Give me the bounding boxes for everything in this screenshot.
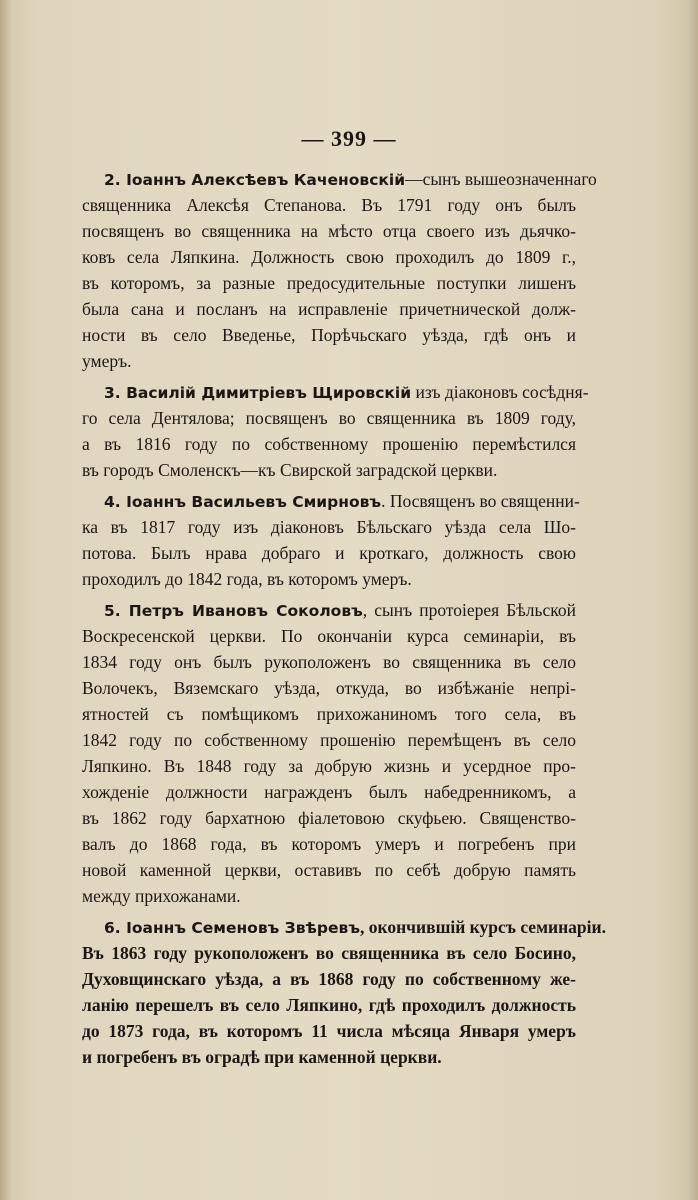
text-line — [82, 623, 576, 649]
line-text: , окончившій курсъ семинаріи. — [359, 917, 606, 937]
line-text: въ которомъ, за разные предосудительные поступки лишенъ — [82, 273, 576, 293]
entry-heading-name: 2. Іоаннъ Алексѣевъ Каченовскій — [104, 171, 406, 189]
text-line — [82, 649, 576, 675]
line-text: ковъ села Ляпкина. Должность свою проходилъ до 1809 г., — [82, 247, 576, 267]
text-line — [82, 540, 576, 566]
line-text: хожденіе должности награжденъ былъ набедренникомъ, а — [82, 782, 576, 802]
line-text: ятностей съ помѣщикомъ прихожаниномъ того села, въ — [82, 704, 576, 724]
line-text: 1842 году по собственному прошенію перемѣщенъ въ село — [82, 730, 576, 750]
page-number: — 399 — — [301, 126, 397, 151]
page-left-edge-shadow — [0, 0, 12, 1200]
paragraph-p5 — [82, 597, 576, 909]
text-line — [82, 244, 576, 270]
paragraph-p6 — [82, 914, 606, 1070]
entry-heading-name: 5. Петръ Ивановъ Соколовъ — [104, 602, 363, 620]
entry-heading-name: 3. Василій Димитріевъ Щировскій — [104, 384, 412, 402]
text-line — [82, 992, 576, 1018]
line-text: ности въ село Введенье, Порѣчьскаго уѣзда, гдѣ онъ и — [82, 325, 576, 345]
line-text: . Посвященъ во священни- — [381, 491, 580, 511]
text-line — [82, 431, 576, 457]
line-text: до 1873 года, въ которомъ 11 числа мѣсяца Января умеръ — [82, 1021, 576, 1041]
text-line — [82, 488, 580, 514]
line-text: Ляпкино. Въ 1848 году за добрую жизнь и усердное про- — [82, 756, 576, 776]
line-text: 1834 году онъ былъ рукоположенъ во священника въ село — [82, 652, 576, 672]
text-line — [82, 675, 576, 701]
line-text: ка въ 1817 году изъ діаконовъ Бѣльскаго уѣзда села Шо- — [82, 517, 576, 537]
text-line — [82, 701, 576, 727]
line-text: —сынъ вышеозначеннаго — [405, 169, 597, 189]
text-line — [82, 296, 576, 322]
line-text: Воскресенской церкви. По окончаніи курса семинаріи, въ — [82, 626, 576, 646]
text-line — [82, 914, 606, 940]
text-line — [82, 805, 576, 831]
paragraph-p2 — [82, 166, 597, 374]
entry-heading-name: 4. Іоаннъ Васильевъ Смирновъ — [104, 493, 382, 511]
line-text: а въ 1816 году по собственному прошенію перемѣстился — [82, 434, 576, 454]
text-line — [82, 966, 576, 992]
line-text: посвященъ во священника на мѣсто отца своего изъ дьячко- — [82, 221, 576, 241]
line-text: ланію перешелъ въ село Ляпкино, гдѣ проходилъ должность — [82, 995, 576, 1015]
text-line — [82, 166, 597, 192]
line-text: въ городъ Смоленскъ—къ Свирской заградской церкви. — [82, 460, 498, 480]
text-line — [82, 322, 576, 348]
paragraph-p3 — [82, 379, 589, 483]
line-text: въ 1862 году бархатною фіалетовою скуфьею. Священство- — [82, 808, 576, 828]
line-text: изъ діаконовъ сосѣдня- — [411, 382, 589, 402]
main-text — [82, 166, 606, 1075]
text-line — [82, 405, 576, 431]
line-text: Духовщинскаго уѣзда, а въ 1868 году по собственному же- — [82, 969, 576, 989]
text-line — [82, 379, 589, 405]
line-text: , сынъ протоіерея Бѣльской — [362, 600, 577, 620]
text-line — [82, 270, 576, 296]
text-line — [82, 597, 576, 623]
text-line — [82, 192, 576, 218]
line-text: новой каменной церкви, оставивъ по себѣ добрую память — [82, 860, 576, 880]
text-line — [82, 883, 576, 909]
text-line — [82, 727, 576, 753]
line-text: го села Дентялова; посвященъ во священника въ 1809 году, — [82, 408, 576, 428]
text-line — [82, 514, 576, 540]
line-text: была сана и посланъ на исправленіе причетнической долж- — [82, 299, 576, 319]
paragraph-p4 — [82, 488, 580, 592]
text-line — [82, 218, 576, 244]
line-text: проходилъ до 1842 года, въ которомъ умеръ. — [82, 569, 412, 589]
line-text: между прихожанами. — [82, 886, 241, 906]
text-line — [82, 753, 576, 779]
text-line — [82, 779, 576, 805]
entry-heading-name: 6. Іоаннъ Семеновъ Звѣревъ — [104, 919, 360, 937]
text-line — [82, 348, 576, 374]
text-line — [82, 940, 576, 966]
line-text: валъ до 1868 года, въ которомъ умеръ и погребенъ при — [82, 834, 576, 854]
text-line — [82, 857, 576, 883]
text-line — [82, 1044, 576, 1070]
line-text: потова. Былъ нрава добраго и кроткаго, должность свою — [82, 543, 576, 563]
text-line — [82, 1018, 576, 1044]
line-text: Въ 1863 году рукоположенъ во священника въ село Босино, — [82, 943, 576, 963]
line-text: священника Алексѣя Степанова. Въ 1791 году онъ былъ — [82, 195, 576, 215]
page-right-edge-shadow — [688, 0, 698, 1200]
line-text: Волочекъ, Вяземскаго уѣзда, откуда, во избѣжаніе непрі- — [82, 678, 576, 698]
line-text: и погребенъ въ оградѣ при каменной церкви. — [82, 1047, 442, 1067]
text-line — [82, 566, 576, 592]
text-line — [82, 831, 576, 857]
text-line — [82, 457, 576, 483]
line-text: умеръ. — [82, 351, 132, 371]
